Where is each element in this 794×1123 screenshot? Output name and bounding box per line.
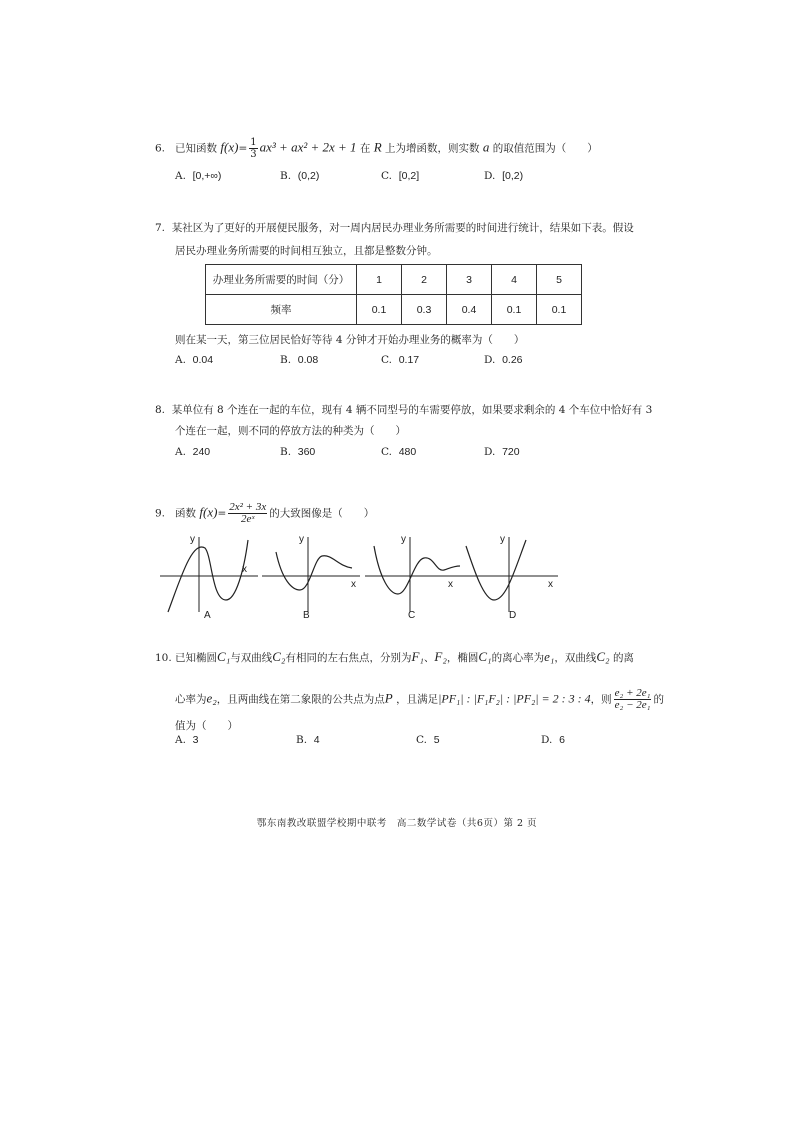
q6-suffix: 上为增函数，则实数	[385, 142, 480, 155]
graph-d[interactable]	[462, 534, 558, 621]
table-cell: 0.1	[492, 295, 537, 325]
q9-tail: 的大致图像是（ ）	[269, 507, 375, 520]
table-cell: 0.3	[402, 295, 447, 325]
q9-fraction: $\frac{\text{2x² + 3x}}{\text{2eˣ}}$	[229, 501, 267, 525]
q10-option-b[interactable]: B. 4	[296, 734, 320, 746]
table-cell: 0.1	[357, 295, 402, 325]
q10-fraction: $\frac{\text{e₂ + 2e₁}}{\text{e₂ − 2e₁}}$	[614, 687, 651, 711]
graph-b[interactable]	[262, 534, 360, 621]
question-9: 9. 函数 f(x)= $\frac{\text{2x² + 3x}}{\text{2eˣ}}$ 的大致图像是（ ）	[155, 501, 375, 525]
table-cell: 4	[492, 265, 537, 295]
table-row	[206, 265, 582, 295]
q6-option-b[interactable]: B. (0,2)	[280, 170, 320, 182]
q7-option-d[interactable]: D. 0.26	[484, 354, 523, 366]
question-6	[155, 137, 598, 160]
q6-a: a	[482, 139, 490, 155]
q7-option-a[interactable]: A. 0.04	[175, 354, 214, 366]
frequency-table	[205, 264, 582, 325]
q10-line3: 值为（ ）	[175, 720, 238, 732]
q6-expr: ax³ + ax² + 2x + 1	[259, 139, 357, 155]
q8-option-c[interactable]: C. 480	[381, 446, 417, 458]
q7-number: 7.	[155, 222, 166, 234]
q8-number: 8.	[155, 404, 166, 416]
q10-option-a[interactable]: A. 3	[175, 734, 199, 746]
q8-option-d[interactable]: D. 720	[484, 446, 520, 458]
q10-ratio: |PF₁| : |F₁F₂| : |PF₂| = 2 : 3 : 4	[438, 691, 591, 706]
graph-b-label: B	[303, 610, 310, 621]
q10-option-d[interactable]: D. 6	[541, 734, 565, 746]
q9-prefix: 函数	[175, 507, 197, 520]
q7-question: 则在某一天，第三位居民恰好等待 4 分钟才开始办理业务的概率为（ ）	[175, 334, 525, 346]
q7-option-b[interactable]: B. 0.08	[280, 354, 319, 366]
q6-fx: f(x)	[220, 139, 239, 155]
q8-line2: 个连在一起，则不同的停放方法的种类为（ ）	[175, 425, 406, 437]
q7-option-c[interactable]: C. 0.17	[381, 354, 420, 366]
q8-line1: 8. 某单位有 8 个连在一起的车位，现有 4 辆不同型号的车需要停放，如果要求剩余的 4 个车位中恰好有 3	[155, 404, 653, 416]
graph-d-x-label: x	[548, 579, 553, 590]
graph-b-x-label: x	[351, 579, 356, 590]
table-cell: 0.1	[537, 295, 582, 325]
q6-option-d[interactable]: D. [0,2)	[484, 170, 524, 182]
page-footer: 鄂东南教改联盟学校期中联考 高二数学试卷（共6页）第 2 页	[256, 818, 538, 829]
graph-d-label: D	[509, 610, 517, 621]
graph-c-y-label: y	[401, 534, 406, 545]
q10-line1: 10. 已知椭圆C₁与双曲线C₂有相同的左右焦点，分别为F₁、F₂，椭圆C₁的离心率为e₁，双曲线C₂ 的离	[155, 649, 634, 664]
graph-c-x-label: x	[448, 579, 453, 590]
q8-option-b[interactable]: B. 360	[280, 446, 316, 458]
q8-option-a[interactable]: A. 240	[175, 446, 211, 458]
q6-eq: =	[238, 142, 248, 155]
graph-a-x-label: x	[242, 564, 247, 575]
q9-fx: f(x)	[199, 504, 218, 520]
graph-b-y-label: y	[299, 534, 304, 545]
q9-number: 9.	[155, 507, 166, 520]
table-cell: 3	[447, 265, 492, 295]
table-header-frequency: 频率	[206, 295, 357, 325]
graph-d-y-label: y	[500, 534, 505, 545]
table-cell: 0.4	[447, 295, 492, 325]
table-cell: 5	[537, 265, 582, 295]
graph-a-label: A	[204, 610, 211, 621]
q6-number: 6.	[155, 142, 166, 155]
q6-option-c[interactable]: C. [0,2]	[381, 170, 420, 182]
table-cell: 2	[402, 265, 447, 295]
table-row	[206, 295, 582, 325]
q6-option-a[interactable]: A. [0,+∞)	[175, 170, 222, 182]
graph-a[interactable]	[160, 534, 258, 621]
q10-number: 10.	[155, 652, 172, 664]
table-cell: 1	[357, 265, 402, 295]
q6-fraction: $\frac{1}{3}$	[250, 137, 257, 160]
q7-line2: 居民办理业务所需要的时间相互独立，且都是整数分钟。	[175, 245, 438, 257]
q10-line2: 心率为e₂，且两曲线在第二象限的公共点为点P ，且满足|PF₁| : |F₁F₂| : |PF₂| = 2 : 3 : 4，则 $\frac{\text{e₂ + 2e₁}}{\text{e₂ − 2e₁}}$ 的	[175, 687, 664, 711]
graph-c[interactable]	[365, 534, 465, 621]
q6-prefix: 已知函数	[175, 142, 218, 155]
q6-mid: 在	[359, 142, 371, 155]
q7-line1: 7. 某社区为了更好的开展便民服务，对一周内居民办理业务所需要的时间进行统计，结果如下表。假设	[155, 222, 634, 234]
q6-tail: 的取值范围为（ ）	[492, 142, 598, 155]
table-header-time: 办理业务所需要的时间（分）	[206, 265, 357, 295]
q10-option-c[interactable]: C. 5	[416, 734, 440, 746]
q6-R: R	[373, 139, 382, 155]
graph-c-label: C	[408, 610, 416, 621]
graph-a-y-label: y	[190, 534, 195, 545]
